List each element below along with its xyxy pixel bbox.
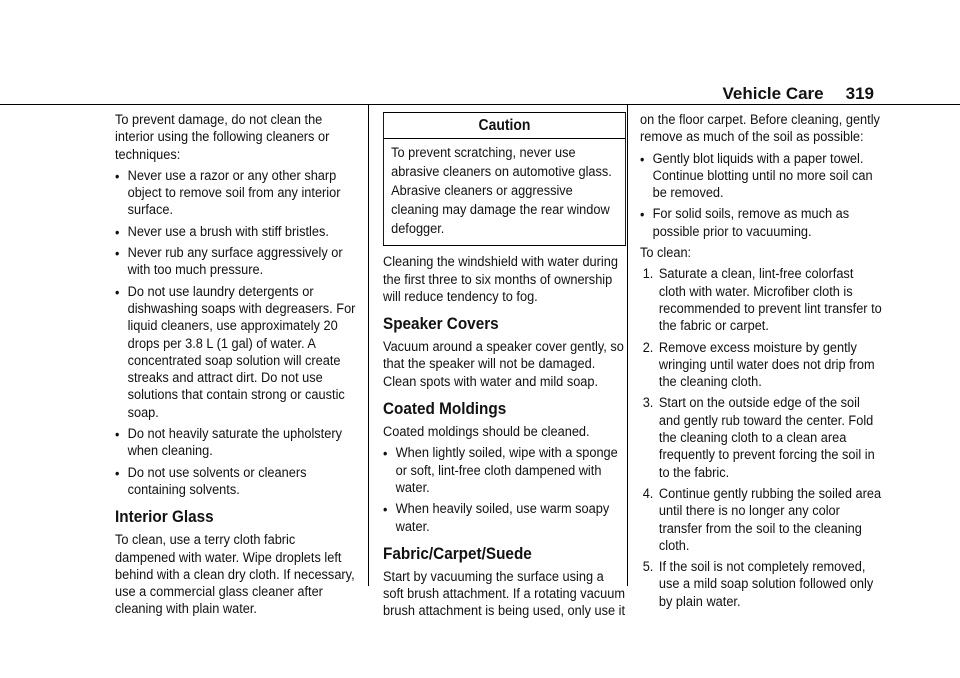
header-rule [0, 104, 960, 105]
step-number: 5. [642, 559, 654, 576]
section-title: Vehicle Care [722, 84, 824, 103]
step-number: 4. [642, 485, 654, 502]
list-item: • Gently blot liquids with a paper towel. Continue blotting until no more soil can be removed. [640, 151, 883, 203]
intro-paragraph: To prevent damage, do not clean the interior using the following cleaners or techniques: [115, 112, 330, 163]
step-number: 1. [642, 266, 654, 283]
list-item: • Never use a brush with stiff bristles. [115, 224, 356, 241]
list-item: • Never rub any surface aggressively or with too much pressure. [115, 245, 356, 280]
list-item: • When heavily soiled, use warm soapy water. [383, 501, 626, 536]
to-clean-label: To clean: [640, 245, 692, 262]
list-item: • Never use a razor or any other sharp object to remove soil from any interior surface. [115, 168, 356, 220]
cleaning-steps-list [640, 266, 883, 611]
step-number: 3. [642, 395, 654, 412]
column-divider-1 [368, 104, 369, 586]
soil-bullet-list [640, 151, 883, 241]
list-item [640, 340, 883, 392]
step-text: Saturate a clean, lint-free colorfast cloth with water. Microfiber cloth is recommended to prevent lint transfer to the fabric or carpet. [658, 266, 882, 335]
list-item: • Do not use solvents or cleaners containing solvents. [115, 465, 356, 500]
caution-box [383, 112, 626, 246]
list-item [640, 559, 883, 611]
step-text: Remove excess moisture by gently wringing until water does not drip from the cleaning cloth. [658, 339, 875, 391]
fabric-paragraph: Start by vacuuming the surface using a soft brush attachment. If a rotating vacuum brush attachment is being used, only use it [383, 568, 626, 620]
page-number: 319 [845, 84, 874, 103]
column-2 [383, 112, 626, 625]
fabric-heading: Fabric/Carpet/Suede [383, 543, 532, 563]
list-item [640, 486, 883, 555]
coated-moldings-paragraph: Coated moldings should be cleaned. [383, 424, 590, 441]
page-header [723, 84, 875, 104]
windshield-paragraph: Cleaning the windshield with water during the first three to six months of ownership will reduce tendency to fog. [383, 254, 618, 305]
step-text: If the soil is not completely removed, use a mild soap solution followed only by plain water. [658, 559, 874, 610]
speaker-covers-heading: Speaker Covers [383, 314, 499, 334]
list-item: • Do not heavily saturate the upholstery when cleaning. [115, 426, 356, 461]
list-item: • Do not use laundry detergents or dishwashing soaps with degreasers. For liquid cleaners, use approximately 20 drops per 3.8 L (1 gal) of water. A concentrated soap solution will create streaks and attract dirt. Do not use solutions that contain strong or caustic soap. [115, 284, 356, 422]
coated-moldings-heading: Coated Moldings [383, 399, 507, 419]
column-divider-2 [627, 104, 628, 586]
column-1 [115, 112, 356, 623]
list-item [640, 266, 883, 335]
caution-title: Caution [384, 113, 625, 139]
list-item [640, 395, 883, 481]
interior-glass-heading: Interior Glass [115, 507, 214, 527]
list-item: • When lightly soiled, wipe with a sponge or soft, lint-free cloth dampened with water. [383, 445, 626, 497]
damage-bullet-list [115, 168, 356, 499]
step-text: Continue gently rubbing the soiled area until there is no longer any color transfer from the soil to the cleaning cloth. [658, 485, 882, 554]
step-text: Start on the outside edge of the soil and gently rub toward the center. Fold the cleaning cloth to a clean area frequently to prevent forcing the soil in to the fabric. [658, 395, 875, 481]
list-item: • For solid soils, remove as much as possible prior to vacuuming. [640, 206, 883, 241]
continued-paragraph: on the floor carpet. Before cleaning, gently remove as much of the soil as possible: [640, 112, 880, 146]
column-3 [640, 112, 883, 615]
caution-text: To prevent scratching, never use abrasive cleaners on automotive glass. Abrasive cleaners or aggressive cleaning may damage the rear window defogger. [391, 145, 612, 238]
interior-glass-paragraph: To clean, use a terry cloth fabric dampened with water. Wipe droplets left behind with a clean dry cloth. If necessary, use a commercial glass cleaner after cleaning with plain water. [115, 532, 355, 618]
step-number: 2. [642, 339, 654, 356]
speaker-covers-paragraph: Vacuum around a speaker cover gently, so that the speaker will not be damaged. Clean spots with water and mild soap. [383, 339, 624, 390]
moldings-bullet-list [383, 445, 626, 535]
